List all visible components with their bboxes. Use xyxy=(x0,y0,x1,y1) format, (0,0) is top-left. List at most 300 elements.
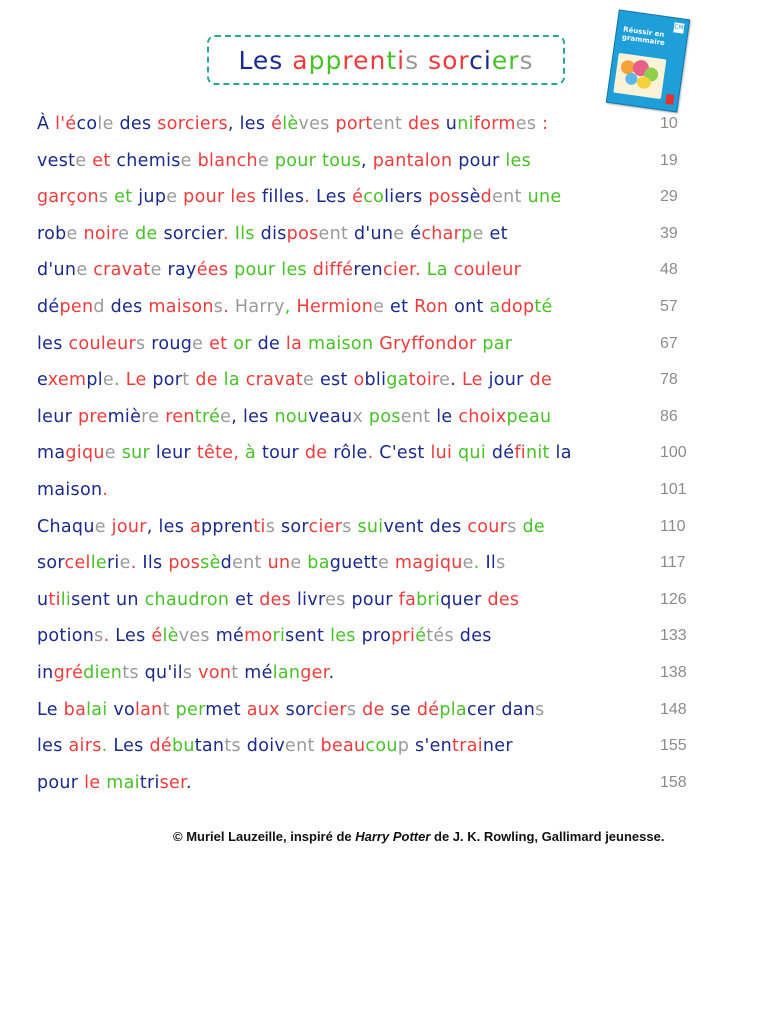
text-segment: et xyxy=(483,223,508,244)
text-segment: cravat xyxy=(245,370,304,391)
text-segment: e xyxy=(150,260,162,281)
publisher-logo-icon xyxy=(665,94,674,105)
text-segment: le xyxy=(430,406,459,427)
text-segment: sorcier xyxy=(163,223,224,244)
text-line xyxy=(37,402,657,432)
text-segment: pour xyxy=(452,150,506,171)
text-segment: e xyxy=(118,223,130,244)
text-segment: s xyxy=(94,626,104,647)
text-segment: co xyxy=(76,114,98,134)
text-segment: Les xyxy=(238,45,293,75)
text-segment: ma xyxy=(389,553,424,574)
text-line xyxy=(37,658,657,688)
text-segment: é xyxy=(151,626,163,647)
text-segment: tan xyxy=(194,736,225,757)
text-segment: Chaqu xyxy=(37,516,95,537)
text-segment: té xyxy=(534,297,553,317)
text-segment: . xyxy=(223,223,235,244)
book-cover-title: Réussir en grammaire xyxy=(621,25,666,48)
text-line xyxy=(37,512,657,542)
text-segment: cer xyxy=(466,699,502,720)
text-segment: ga xyxy=(386,370,409,391)
credit-line xyxy=(173,829,733,844)
text-segment: guett xyxy=(329,553,378,574)
text-segment: t xyxy=(162,699,170,720)
text-segment: o xyxy=(353,370,365,391)
text-segment: d xyxy=(220,553,233,574)
text-segment: pri xyxy=(391,626,416,647)
text-line xyxy=(37,365,657,395)
text-segment: . xyxy=(102,480,109,500)
text-segment: filles xyxy=(261,187,305,208)
text-segment: rôle xyxy=(333,443,368,464)
text-line xyxy=(37,146,657,176)
text-segment: . xyxy=(113,370,126,391)
text-segment: sè xyxy=(200,553,221,574)
text-segment: diffé xyxy=(312,260,354,281)
text-segment: À xyxy=(37,114,56,134)
text-segment: dé xyxy=(491,443,515,464)
text-line xyxy=(37,585,657,615)
text-line xyxy=(37,219,657,249)
text-segment: e xyxy=(75,150,87,171)
text-line xyxy=(37,731,657,761)
text-segment: e xyxy=(303,370,315,391)
text-segment: tri xyxy=(139,772,160,793)
text-segment: chaudron xyxy=(144,589,230,610)
text-segment: . xyxy=(304,187,317,208)
text-segment: la xyxy=(549,443,572,464)
book-cover-image xyxy=(606,9,690,112)
text-segment: . xyxy=(103,626,116,647)
text-segment: ba xyxy=(301,553,330,574)
text-segment: cravat xyxy=(93,260,151,281)
text-segment: les xyxy=(37,333,69,354)
text-segment: p xyxy=(397,736,410,757)
text-segment: pla xyxy=(439,699,467,720)
text-segment: por xyxy=(152,370,183,391)
text-segment: des xyxy=(259,589,298,610)
text-segment: cour xyxy=(467,516,508,537)
text-segment: u xyxy=(37,589,49,610)
text-segment: nit xyxy=(525,443,550,464)
text-segment: e xyxy=(180,150,192,171)
text-segment: C'est xyxy=(379,443,431,464)
text-segment: s xyxy=(135,333,146,354)
text-segment: lè xyxy=(282,114,299,134)
text-segment: e xyxy=(76,260,88,281)
text-segment: des xyxy=(453,626,492,647)
text-segment: e xyxy=(220,406,232,427)
text-segment: sor xyxy=(428,45,470,75)
word-count: 133 xyxy=(660,627,687,645)
text-segment: à xyxy=(245,443,262,464)
text-segment: , xyxy=(284,297,297,317)
text-segment: doiv xyxy=(240,736,286,757)
text-segment: s xyxy=(519,45,534,75)
text-segment: pantalon xyxy=(372,150,453,171)
text-segment: , xyxy=(233,443,246,464)
text-segment: toir xyxy=(408,370,440,391)
text-segment: Harry xyxy=(234,297,285,317)
text-segment: e xyxy=(462,553,474,574)
text-segment: garçon xyxy=(37,187,99,208)
text-segment: mé xyxy=(238,663,273,683)
text-segment: dis xyxy=(260,223,287,244)
text-segment: sent xyxy=(71,589,116,610)
text-segment: ent xyxy=(400,406,431,427)
text-segment: pl xyxy=(86,370,103,391)
text-segment: rob xyxy=(37,223,67,244)
text-segment: d xyxy=(480,187,493,208)
text-segment: bu xyxy=(171,736,195,757)
text-segment: de xyxy=(129,223,164,244)
text-segment: e xyxy=(119,553,131,574)
text-segment: pre xyxy=(77,406,108,427)
credit-book-title: Harry Potter xyxy=(355,829,431,844)
text-segment: la xyxy=(285,333,308,354)
text-segment: . xyxy=(328,663,335,683)
text-segment: t xyxy=(231,663,239,683)
text-segment: Le xyxy=(461,370,489,391)
text-segment: a xyxy=(292,45,309,75)
book-cover-badge: CM xyxy=(673,22,684,33)
text-segment: miè xyxy=(107,406,142,427)
text-segment: Ils xyxy=(234,223,261,244)
text-segment: airs xyxy=(68,736,102,757)
word-count: 117 xyxy=(660,554,686,572)
text-segment: mé xyxy=(209,626,245,647)
word-count: 155 xyxy=(660,737,687,755)
text-segment: de xyxy=(516,516,545,537)
text-segment: ger xyxy=(300,663,329,683)
text-segment: Il xyxy=(485,553,497,574)
text-segment: un xyxy=(261,553,291,574)
text-segment: d xyxy=(93,297,105,317)
text-segment: lui xyxy=(430,443,459,464)
word-count: 86 xyxy=(660,407,678,425)
text-segment: gré xyxy=(53,663,84,683)
text-segment: liers xyxy=(384,187,423,208)
text-segment: ren xyxy=(353,260,383,281)
text-segment: et xyxy=(114,187,139,208)
text-segment: pos xyxy=(286,223,319,244)
text-segment: ti xyxy=(48,589,61,610)
text-segment: sè xyxy=(460,187,481,208)
book-cover-illustration xyxy=(613,53,666,99)
text-segment: . xyxy=(450,370,462,391)
text-segment: e xyxy=(37,370,48,391)
text-segment: vest xyxy=(37,150,76,171)
word-count: 158 xyxy=(660,773,687,791)
text-line xyxy=(37,768,657,798)
text-segment: tour xyxy=(261,443,305,464)
text-segment: , les xyxy=(146,516,190,537)
text-segment: blanch xyxy=(197,150,258,171)
text-segment: e xyxy=(66,223,78,244)
text-segment: noir xyxy=(77,223,119,244)
text-segment: e xyxy=(257,150,270,171)
text-segment: s xyxy=(182,663,193,683)
text-segment: cou xyxy=(365,736,398,757)
text-segment: la xyxy=(223,370,246,391)
text-segment: ent xyxy=(285,736,315,757)
text-segment: tête xyxy=(196,443,234,464)
text-segment: , les xyxy=(231,406,275,427)
text-segment: des xyxy=(429,516,468,537)
text-segment: de xyxy=(304,443,334,464)
text-segment: re xyxy=(141,406,160,427)
text-segment: ri xyxy=(272,626,286,647)
text-segment: , xyxy=(361,150,373,171)
word-count: 10 xyxy=(660,115,678,132)
text-segment: e xyxy=(377,553,390,574)
text-segment: et xyxy=(86,150,117,171)
text-segment: de xyxy=(356,699,391,720)
word-count: 78 xyxy=(660,371,678,389)
text-segment: pen xyxy=(59,297,94,317)
text-segment: des xyxy=(104,297,149,317)
text-segment: ves xyxy=(178,626,210,647)
text-segment: qu'il xyxy=(138,663,183,683)
text-segment: . xyxy=(223,297,235,317)
text-segment: jup xyxy=(138,187,167,208)
text-segment: giqu xyxy=(423,553,463,574)
text-segment: sui xyxy=(351,516,384,537)
text-segment: pro xyxy=(361,626,392,647)
text-segment: form xyxy=(473,114,516,134)
text-segment: fa xyxy=(398,589,417,610)
text-segment: un xyxy=(115,589,145,610)
text-segment: Les xyxy=(113,736,150,757)
text-line xyxy=(37,438,657,468)
text-segment: roug xyxy=(145,333,193,354)
text-segment: . xyxy=(101,736,114,757)
text-segment: par xyxy=(482,333,513,354)
text-segment: a xyxy=(489,297,501,317)
text-segment: vo xyxy=(113,699,135,720)
text-segment: d'un xyxy=(348,223,394,244)
page-title xyxy=(238,46,533,75)
text-segment: maison xyxy=(148,297,214,317)
word-count: 57 xyxy=(660,298,678,315)
text-line xyxy=(37,255,657,285)
text-segment: beau xyxy=(314,736,366,757)
text-segment: les xyxy=(37,736,69,757)
text-segment: lai xyxy=(86,699,114,720)
text-segment: Les xyxy=(316,187,353,208)
text-segment: les xyxy=(505,150,532,171)
text-segment: dé xyxy=(37,297,60,317)
text-segment: s xyxy=(405,45,420,75)
text-segment: ées xyxy=(196,260,229,281)
word-count: 29 xyxy=(660,188,678,206)
text-segment: ent xyxy=(232,553,262,574)
text-line xyxy=(37,695,657,725)
text-segment: von xyxy=(192,663,232,683)
word-count: 126 xyxy=(660,590,687,608)
text-segment: s xyxy=(213,297,224,317)
word-count: 67 xyxy=(660,334,678,352)
text-segment: lan xyxy=(272,663,301,683)
text-segment: maison xyxy=(37,480,103,500)
text-line xyxy=(37,548,657,578)
word-count: 110 xyxy=(660,517,686,535)
text-line xyxy=(37,292,657,322)
text-segment: ren xyxy=(165,406,195,427)
text-segment: dan xyxy=(501,699,536,720)
text-segment: er xyxy=(491,45,520,75)
text-segment: les xyxy=(330,626,362,647)
text-segment: Le xyxy=(125,370,153,391)
text-segment: dien xyxy=(83,663,123,683)
text-segment: bri xyxy=(416,589,441,610)
word-count: 39 xyxy=(660,224,678,242)
text-segment: . xyxy=(414,260,427,281)
text-segment: s'en xyxy=(409,736,453,757)
text-segment: leur xyxy=(37,406,78,427)
text-segment: ent xyxy=(492,187,522,208)
text-segment: or xyxy=(233,333,258,354)
text-segment: sor xyxy=(37,553,65,574)
text-segment: ts xyxy=(122,663,139,683)
text-segment: La xyxy=(426,260,454,281)
text-segment: pour les xyxy=(228,260,313,281)
text-segment: ent xyxy=(372,114,403,134)
word-count: 48 xyxy=(660,261,678,279)
text-segment: se xyxy=(390,699,417,720)
text-segment: t xyxy=(386,45,398,75)
text-segment: ma xyxy=(37,443,66,464)
word-count: 138 xyxy=(660,664,687,681)
text-segment: cel xyxy=(64,553,91,574)
text-segment: e xyxy=(102,370,114,391)
text-segment: lè xyxy=(162,626,179,647)
text-segment: pour xyxy=(37,772,85,793)
text-segment: leur xyxy=(155,443,197,464)
text-segment: couleur xyxy=(453,260,522,281)
text-segment: cier xyxy=(308,516,343,537)
text-segment: livr xyxy=(297,589,326,610)
text-segment: vent xyxy=(383,516,430,537)
text-segment: s xyxy=(98,187,109,208)
text-segment: le xyxy=(97,114,114,134)
text-segment: Le xyxy=(37,699,64,720)
text-segment: de xyxy=(189,370,224,391)
text-segment: é xyxy=(352,187,364,208)
text-segment: é xyxy=(271,114,283,134)
text-segment: Ils xyxy=(142,553,169,574)
text-segment: per xyxy=(169,699,206,720)
text-segment: tés xyxy=(426,626,454,647)
text-line xyxy=(37,475,657,505)
text-segment: mai xyxy=(106,772,140,793)
text-segment: sorciers xyxy=(157,114,228,134)
text-segment: choix xyxy=(458,406,507,427)
text-segment: li xyxy=(60,589,72,610)
text-segment: et xyxy=(203,333,234,354)
text-segment: s xyxy=(265,516,276,537)
text-segment: met xyxy=(205,699,247,720)
text-segment: fi xyxy=(514,443,526,464)
text-line xyxy=(37,182,657,212)
text-segment: pour tous xyxy=(269,150,362,171)
text-segment: jour xyxy=(488,370,530,391)
text-segment: une xyxy=(521,187,562,208)
text-segment: sur xyxy=(115,443,156,464)
text-segment: e xyxy=(472,223,484,244)
text-segment: le xyxy=(84,772,107,793)
text-segment: in xyxy=(37,663,54,683)
text-segment: e xyxy=(290,553,302,574)
text-segment: s xyxy=(496,553,506,574)
text-segment: et xyxy=(229,589,260,610)
text-segment: Les xyxy=(115,626,152,647)
text-segment: , les xyxy=(227,114,272,134)
text-segment: t xyxy=(182,370,190,391)
text-segment: lan xyxy=(135,699,163,720)
text-segment: ent xyxy=(318,223,349,244)
text-segment: pos xyxy=(428,187,461,208)
text-segment: dé xyxy=(416,699,440,720)
text-segment: sent xyxy=(285,626,331,647)
text-segment: trai xyxy=(452,736,483,757)
credit-suffix: de J. K. Rowling, Gallimard jeunesse. xyxy=(430,829,665,844)
text-segment: pos xyxy=(363,406,401,427)
text-segment: x xyxy=(352,406,364,427)
text-segment: qui xyxy=(458,443,492,464)
text-segment: co xyxy=(363,187,385,208)
text-segment: l'é xyxy=(55,114,77,134)
text-segment: tré xyxy=(194,406,221,427)
text-segment: bli xyxy=(364,370,387,391)
text-segment: est xyxy=(314,370,354,391)
text-segment: ren xyxy=(342,45,387,75)
text-segment: . xyxy=(367,443,380,464)
text-segment: jour xyxy=(105,516,147,537)
text-segment: quer xyxy=(440,589,488,610)
text-segment: pour xyxy=(345,589,399,610)
text-segment: couleur xyxy=(68,333,136,354)
text-segment: cier xyxy=(313,699,347,720)
text-segment: mo xyxy=(244,626,273,647)
text-segment: e xyxy=(166,187,178,208)
text-segment: d'un xyxy=(37,260,77,281)
text-segment: ppren xyxy=(201,516,254,537)
text-segment: le xyxy=(90,553,107,574)
text-segment: es xyxy=(515,114,537,134)
text-segment: ti xyxy=(253,516,266,537)
text-segment: a xyxy=(189,516,201,537)
word-count: 19 xyxy=(660,151,678,169)
text-segment: Gryffondor xyxy=(379,333,483,354)
text-segment: ser xyxy=(159,772,187,793)
text-segment: port xyxy=(335,114,373,134)
text-segment: Ron xyxy=(414,297,455,317)
text-segment: ray xyxy=(161,260,197,281)
text-segment xyxy=(419,46,428,75)
text-segment: ni xyxy=(457,114,474,134)
text-segment: ts xyxy=(224,736,241,757)
text-segment: maison xyxy=(307,333,380,354)
text-line xyxy=(37,621,657,651)
text-segment: e xyxy=(439,370,451,391)
text-segment: des xyxy=(113,114,158,134)
text-segment: aux xyxy=(246,699,286,720)
text-segment: cier xyxy=(382,260,415,281)
text-segment: ri xyxy=(106,553,120,574)
text-segment: s xyxy=(507,516,517,537)
